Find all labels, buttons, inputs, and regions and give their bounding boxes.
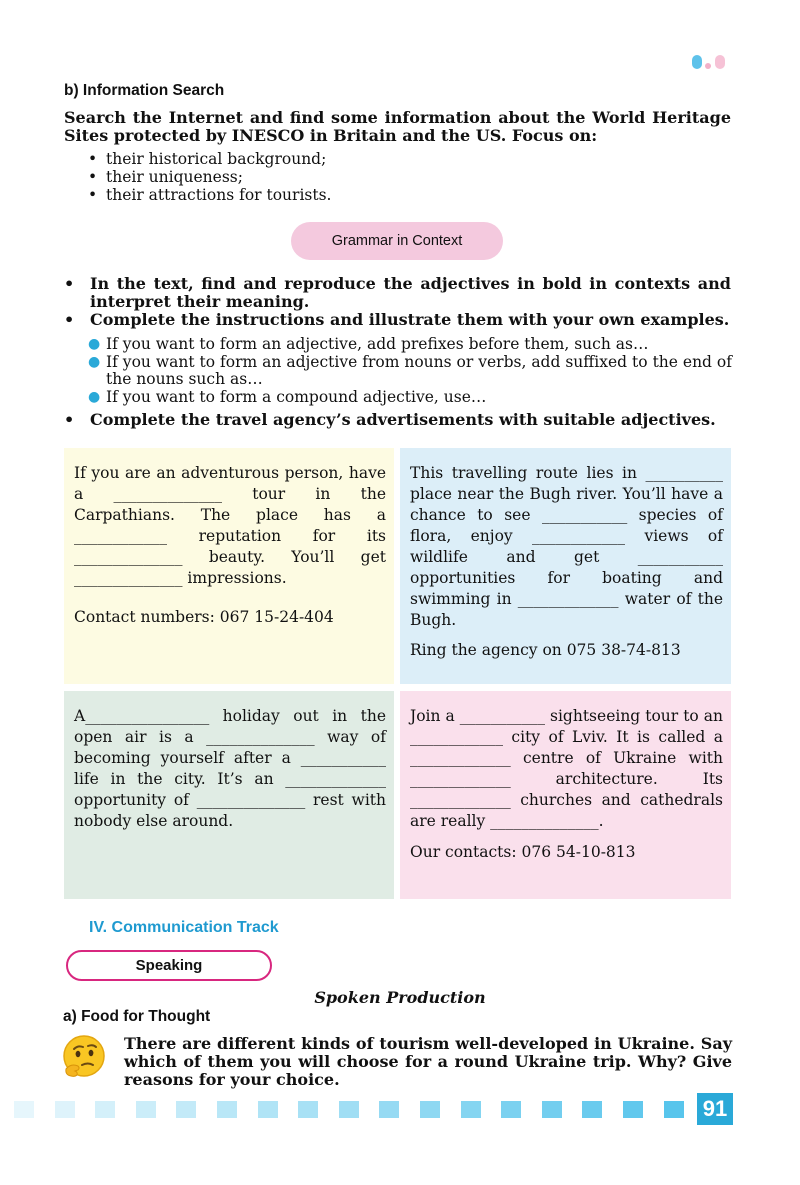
information-search-title: b) Information Search: [64, 82, 225, 99]
strip-square: [176, 1101, 196, 1118]
instruction-3: ● If you want to form a compound adjective, use…: [88, 388, 487, 406]
ad-text: Join a ___________ sightseeing tour to an ____________ city of Lviv. It is called a _____________ centre of Ukraine with _____________ architecture. Its _____________ churches and cathedrals are really ______________.: [410, 707, 723, 830]
ad-text: A________________ holiday out in the open air is a ______________ way of becoming yourself after a ___________ life in the city. It’s an _____________ opportunity of ______________ rest with nobody else around.: [74, 707, 386, 830]
communication-track-title: IV. Communication Track: [89, 919, 279, 936]
instruction-1: ● If you want to form an adjective, add prefixes before them, such as…: [88, 335, 649, 353]
strip-square: [501, 1101, 521, 1118]
ad-text: If you are an adventurous person, have a ______________ tour in the Carpathians. The place has a ____________ reputation for its ______________ beauty. You’ll get ______________ impressions.: [74, 464, 386, 587]
list-item: • their attractions for tourists.: [88, 186, 332, 204]
thinking-face-icon: [62, 1034, 106, 1078]
final-task-text: There are different kinds of tourism well-developed in Ukraine. Say which of them you will choose for a round Ukraine trip. Why? Give reasons for your choice.: [124, 1034, 732, 1089]
list-item: • their uniqueness;: [88, 168, 243, 186]
ad-contact: Our contacts: 076 54-10-813: [410, 843, 636, 861]
footer-strip-decoration: [14, 1101, 704, 1119]
strip-square: [298, 1101, 318, 1118]
speaking-pill: Speaking: [66, 950, 272, 981]
list-item: • their historical background;: [88, 150, 327, 168]
header-dots-decoration: [692, 55, 732, 69]
ad-contact: Ring the agency on 075 38-74-813: [410, 641, 681, 659]
ad-contact: Contact numbers: 067 15-24-404: [74, 608, 334, 626]
strip-square: [420, 1101, 440, 1118]
task-2: • Complete the instructions and illustrate them with your own examples.: [64, 310, 730, 329]
spoken-production-heading: Spoken Production: [314, 988, 486, 1007]
strip-square: [582, 1101, 602, 1118]
instruction-2: ● If you want to form an adjective from nouns or verbs, add suffixed to the end of the nouns such as…: [88, 353, 732, 388]
strip-square: [664, 1101, 684, 1118]
ad-text: This travelling route lies in __________ place near the Bugh river. You’ll have a chance to see ___________ species of flora, enjoy ____________ views of wildlife and get ___________ opportunities for boating and swimming in _____________ water of the Bugh.: [410, 464, 723, 629]
grammar-in-context-pill: Grammar in Context: [291, 222, 503, 260]
strip-square: [258, 1101, 278, 1118]
ad-box-open-air: [64, 691, 394, 899]
strip-square: [379, 1101, 399, 1118]
strip-square: [136, 1101, 156, 1118]
strip-square: [55, 1101, 75, 1118]
strip-square: [95, 1101, 115, 1118]
strip-square: [217, 1101, 237, 1118]
strip-square: [14, 1101, 34, 1118]
strip-square: [461, 1101, 481, 1118]
task-3: • Complete the travel agency’s advertisements with suitable adjectives.: [64, 410, 716, 429]
page-number: 91: [697, 1093, 733, 1125]
focus-list: [88, 150, 331, 204]
ad-box-bugh: [400, 448, 731, 684]
information-search-intro: Search the Internet and find some information about the World Heritage Sites protected by INESCO in Britain and the US. Focus on:: [64, 108, 731, 145]
strip-square: [542, 1101, 562, 1118]
ad-box-carpathians: [64, 448, 394, 684]
strip-square: [623, 1101, 643, 1118]
strip-square: [339, 1101, 359, 1118]
food-for-thought-title: a) Food for Thought: [63, 1008, 211, 1025]
ad-box-lviv: [400, 691, 731, 899]
task-1: • In the text, find and reproduce the adjectives in bold in contexts and interpret their meaning.: [64, 274, 731, 311]
